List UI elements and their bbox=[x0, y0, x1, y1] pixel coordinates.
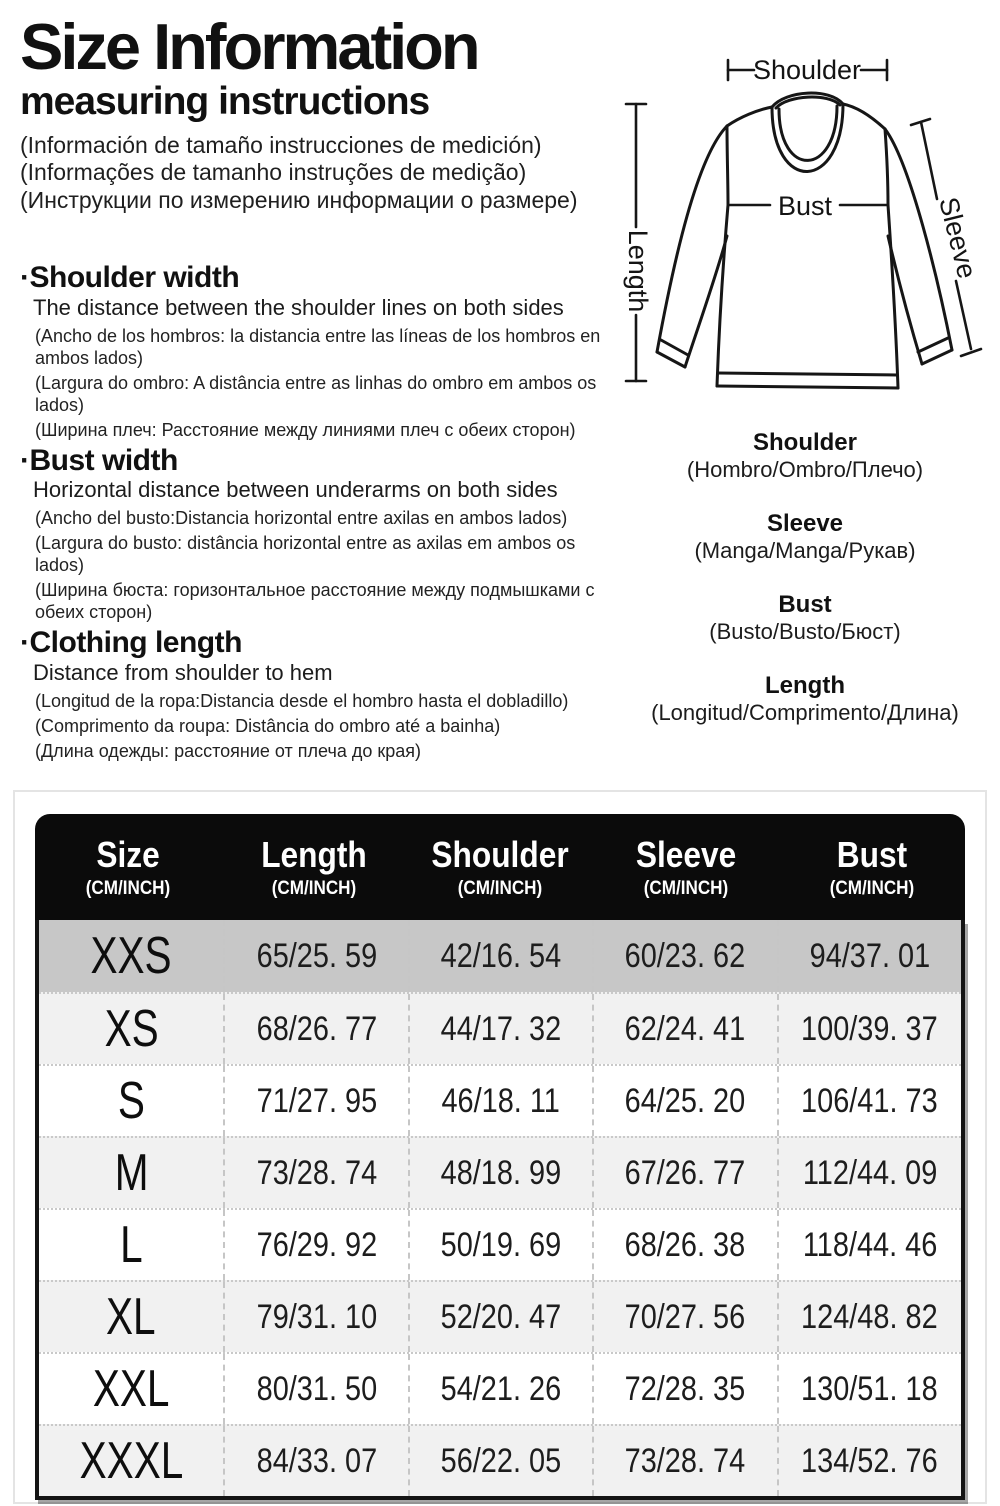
cell-size: XL bbox=[106, 1288, 157, 1346]
cell-sleeve: 67/26. 77 bbox=[592, 1138, 776, 1208]
cell-bust: 124/48. 82 bbox=[777, 1282, 961, 1352]
legend-translations: (Busto/Busto/Бюст) bbox=[709, 619, 901, 644]
subtitle-translation-es: (Información de tamaño instrucciones de medición) bbox=[20, 131, 542, 158]
cell-sleeve: 68/26. 38 bbox=[592, 1210, 776, 1280]
cell-shoulder: 44/17. 32 bbox=[408, 994, 592, 1064]
cell-bust: 134/52. 76 bbox=[777, 1426, 961, 1496]
cell-bust: 100/39. 37 bbox=[777, 994, 961, 1064]
table-row-s bbox=[39, 1064, 961, 1136]
table-row-xs bbox=[39, 992, 961, 1064]
cell-sleeve: 70/27. 56 bbox=[592, 1282, 776, 1352]
section-description: Horizontal distance between underarms on both sides bbox=[33, 477, 558, 502]
legend-length bbox=[620, 673, 990, 726]
section-translation-es: (Ancho del busto:Distancia horizontal entre axilas en ambos lados) bbox=[35, 508, 568, 528]
section-title: ·Clothing length bbox=[20, 626, 242, 659]
column-header-length: Length (CM/INCH) bbox=[261, 834, 367, 899]
cell-shoulder: 56/22. 05 bbox=[408, 1426, 592, 1496]
section-shoulder-width bbox=[20, 262, 602, 441]
cell-size: XXL bbox=[92, 1360, 170, 1418]
diagram-bust-label: Bust bbox=[777, 191, 833, 221]
cell-size: L bbox=[119, 1216, 143, 1274]
legend-translations: (Manga/Manga/Рукав) bbox=[694, 538, 916, 563]
section-title: ·Bust width bbox=[20, 443, 178, 477]
cell-length: 84/33. 07 bbox=[223, 1426, 407, 1496]
cell-bust: 94/37. 01 bbox=[777, 920, 961, 992]
legend-translations: (Hombro/Ombro/Плечо) bbox=[686, 457, 924, 482]
legend-shoulder bbox=[620, 430, 990, 483]
column-header-size: Size (CM/INCH) bbox=[85, 834, 171, 899]
legend-term: Length bbox=[765, 672, 845, 699]
diagram-length-label: Length bbox=[623, 229, 653, 313]
column-header-bust: Bust (CM/INCH) bbox=[829, 834, 915, 899]
table-row-xxxl bbox=[39, 1424, 961, 1496]
cell-shoulder: 52/20. 47 bbox=[408, 1282, 592, 1352]
shirt-measurement-diagram bbox=[600, 28, 1000, 410]
subtitle-translation-pt: (Informações de tamanho instruções de medição) bbox=[20, 159, 527, 186]
cell-shoulder: 46/18. 11 bbox=[408, 1066, 592, 1136]
cell-bust: 106/41. 73 bbox=[777, 1066, 961, 1136]
legend-term: Shoulder bbox=[752, 429, 857, 456]
section-translation-ru: (Ширина плеч: Расстояние между линиями плеч с обеих сторон) bbox=[35, 419, 576, 440]
size-table-body bbox=[35, 920, 965, 1500]
cell-bust: 118/44. 46 bbox=[777, 1210, 961, 1280]
cell-length: 79/31. 10 bbox=[223, 1282, 407, 1352]
cell-shoulder: 48/18. 99 bbox=[408, 1138, 592, 1208]
page-title: Size Information bbox=[20, 10, 478, 83]
size-table-panel bbox=[13, 790, 987, 1504]
size-table-header bbox=[35, 814, 965, 920]
cell-sleeve: 60/23. 62 bbox=[592, 920, 776, 992]
section-translation-pt: (Largura do ombro: A distância entre as linhas do ombro em ambos os lados) bbox=[35, 372, 597, 415]
table-row-xxl bbox=[39, 1352, 961, 1424]
column-header-shoulder: Shoulder (CM/INCH) bbox=[431, 834, 569, 899]
size-table bbox=[35, 814, 965, 1500]
cell-length: 71/27. 95 bbox=[223, 1066, 407, 1136]
cell-length: 73/28. 74 bbox=[223, 1138, 407, 1208]
diagram-shoulder-label: Shoulder bbox=[752, 55, 862, 85]
table-row-l bbox=[39, 1208, 961, 1280]
shirt-diagram-svg bbox=[600, 28, 1000, 410]
section-translation-pt: (Largura do busto: distância horizontal entre as axilas em ambos os lados) bbox=[35, 533, 576, 575]
section-clothing-length bbox=[20, 627, 602, 762]
section-description: The distance between the shoulder lines on both sides bbox=[33, 294, 564, 320]
section-title: ·Shoulder width bbox=[20, 261, 240, 294]
cell-length: 65/25. 59 bbox=[223, 920, 407, 992]
cell-size: XS bbox=[104, 1000, 159, 1058]
cell-sleeve: 62/24. 41 bbox=[592, 994, 776, 1064]
section-translation-ru: (Ширина бюста: горизонтальное расстояние между подмышками с обеих сторон) bbox=[35, 580, 595, 622]
table-row-xxs bbox=[39, 920, 961, 992]
cell-size: XXXL bbox=[79, 1432, 184, 1490]
cell-shoulder: 42/16. 54 bbox=[408, 920, 592, 992]
cell-size: XXS bbox=[90, 927, 172, 985]
legend-sleeve bbox=[620, 511, 990, 564]
legend-term: Sleeve bbox=[766, 510, 844, 537]
legend-term: Bust bbox=[778, 591, 832, 618]
section-translation-pt: (Comprimento da roupa: Distância do ombro até a bainha) bbox=[35, 715, 501, 736]
shirt-outline bbox=[657, 93, 952, 388]
cell-bust: 112/44. 09 bbox=[777, 1138, 961, 1208]
cell-shoulder: 54/21. 26 bbox=[408, 1354, 592, 1424]
cell-length: 80/31. 50 bbox=[223, 1354, 407, 1424]
section-translation-es: (Ancho de los hombros: la distancia entre las líneas de los hombros en ambos lados) bbox=[35, 325, 601, 368]
cell-sleeve: 72/28. 35 bbox=[592, 1354, 776, 1424]
section-bust-width bbox=[20, 445, 602, 624]
section-description: Distance from shoulder to hem bbox=[33, 659, 333, 685]
title-block bbox=[20, 10, 598, 214]
cell-sleeve: 64/25. 20 bbox=[592, 1066, 776, 1136]
cell-size: S bbox=[117, 1072, 145, 1130]
section-translation-es: (Longitud de la ropa:Distancia desde el hombro hasta el dobladillo) bbox=[35, 690, 569, 711]
diagram-sleeve-label: Sleeve bbox=[933, 194, 983, 282]
cell-length: 76/29. 92 bbox=[223, 1210, 407, 1280]
cell-bust: 130/51. 18 bbox=[777, 1354, 961, 1424]
measure-legend bbox=[620, 430, 990, 754]
legend-bust bbox=[620, 592, 990, 645]
subtitle-translation-ru: (Инструкции по измерению информации о размере) bbox=[20, 186, 578, 213]
section-translation-ru: (Длина одежды: расстояние от плеча до края) bbox=[35, 740, 421, 761]
page-subtitle: measuring instructions bbox=[20, 80, 430, 124]
column-header-sleeve: Sleeve (CM/INCH) bbox=[635, 834, 737, 899]
legend-translations: (Longitud/Comprimento/Длина) bbox=[651, 700, 959, 725]
cell-size: M bbox=[114, 1144, 149, 1202]
table-row-xl bbox=[39, 1280, 961, 1352]
cell-sleeve: 73/28. 74 bbox=[592, 1426, 776, 1496]
cell-shoulder: 50/19. 69 bbox=[408, 1210, 592, 1280]
measure-definitions bbox=[20, 252, 602, 766]
table-row-m bbox=[39, 1136, 961, 1208]
cell-length: 68/26. 77 bbox=[223, 994, 407, 1064]
